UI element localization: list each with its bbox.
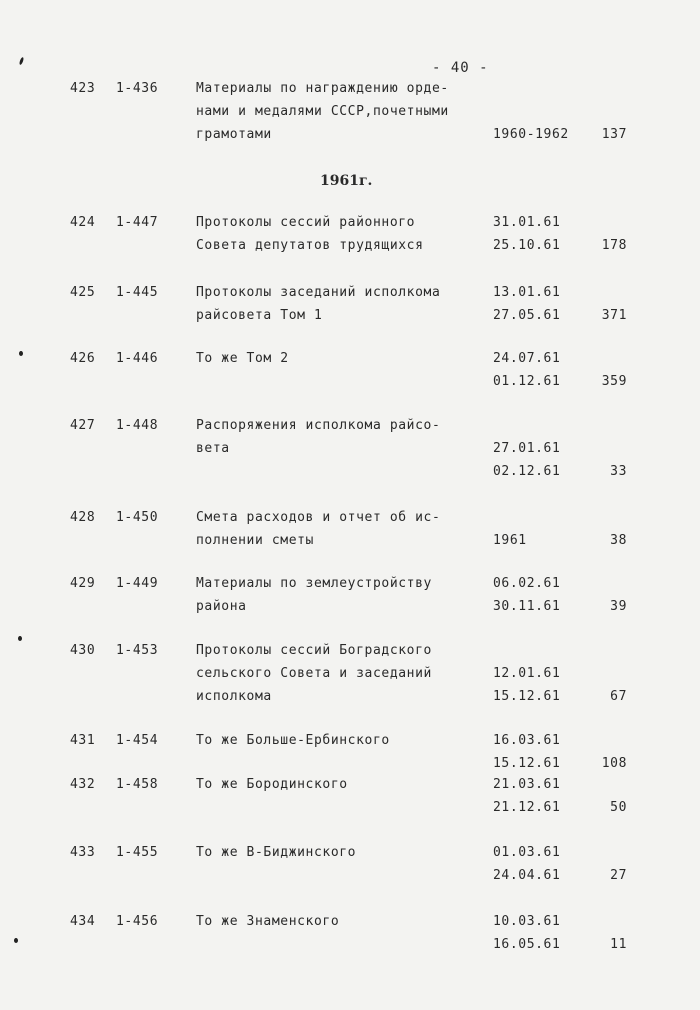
item-date: 27.05.61 bbox=[493, 308, 561, 323]
item-title-line: Протоколы сессий районного bbox=[196, 215, 416, 230]
page-count: 359 bbox=[601, 374, 627, 389]
item-title-line: Распоряжения исполкома райсо- bbox=[196, 418, 441, 433]
item-date: 06.02.61 bbox=[493, 576, 561, 591]
file-code: 1-458 bbox=[116, 777, 159, 792]
item-title-line: То же В-Биджинского bbox=[196, 845, 357, 860]
item-date: 1960-1962 bbox=[493, 127, 569, 142]
item-title-line: То же Том 2 bbox=[196, 351, 289, 366]
item-title-line: Совета депутатов трудящихся bbox=[196, 238, 424, 253]
page-count: 38 bbox=[610, 533, 627, 548]
item-date: 01.03.61 bbox=[493, 845, 561, 860]
page-count: 371 bbox=[601, 308, 627, 323]
item-date: 24.04.61 bbox=[493, 868, 561, 883]
file-code: 1-449 bbox=[116, 576, 159, 591]
item-title-line: Протоколы сессий Боградского bbox=[196, 643, 432, 658]
year-heading: 1961г. bbox=[320, 173, 373, 189]
item-date: 13.01.61 bbox=[493, 285, 561, 300]
page-count: 137 bbox=[601, 127, 627, 142]
page-count: 108 bbox=[601, 756, 627, 771]
item-date: 02.12.61 bbox=[493, 464, 561, 479]
item-date: 15.12.61 bbox=[493, 689, 561, 704]
file-code: 1-455 bbox=[116, 845, 159, 860]
item-number: 424 bbox=[70, 215, 96, 230]
page-count: 39 bbox=[610, 599, 627, 614]
item-title-line: района bbox=[196, 599, 247, 614]
margin-mark bbox=[19, 351, 23, 356]
margin-mark bbox=[14, 938, 18, 943]
file-code: 1-454 bbox=[116, 733, 159, 748]
item-date: 12.01.61 bbox=[493, 666, 561, 681]
item-title-line: Смета расходов и отчет об ис- bbox=[196, 510, 441, 525]
file-code: 1-436 bbox=[116, 81, 159, 96]
file-code: 1-456 bbox=[116, 914, 159, 929]
item-title-line: грамотами bbox=[196, 127, 272, 142]
item-number: 434 bbox=[70, 914, 96, 929]
item-number: 428 bbox=[70, 510, 96, 525]
item-date: 31.01.61 bbox=[493, 215, 561, 230]
item-date: 1961 bbox=[493, 533, 527, 548]
item-date: 30.11.61 bbox=[493, 599, 561, 614]
item-title-line: Материалы по награждению орде- bbox=[196, 81, 449, 96]
item-title-line: исполкома bbox=[196, 689, 272, 704]
file-code: 1-445 bbox=[116, 285, 159, 300]
page-number: - 40 - bbox=[432, 60, 489, 76]
item-title-line: То же Знаменского bbox=[196, 914, 340, 929]
margin-mark bbox=[18, 636, 22, 641]
item-date: 24.07.61 bbox=[493, 351, 561, 366]
item-date: 25.10.61 bbox=[493, 238, 561, 253]
page-count: 178 bbox=[601, 238, 627, 253]
item-title-line: полнении сметы bbox=[196, 533, 314, 548]
item-number: 427 bbox=[70, 418, 96, 433]
item-date: 15.12.61 bbox=[493, 756, 561, 771]
page-count: 67 bbox=[610, 689, 627, 704]
item-title-line: сельского Совета и заседаний bbox=[196, 666, 432, 681]
page-count: 27 bbox=[610, 868, 627, 883]
item-title-line: То же Бородинского bbox=[196, 777, 348, 792]
item-date: 16.05.61 bbox=[493, 937, 561, 952]
item-date: 10.03.61 bbox=[493, 914, 561, 929]
file-code: 1-453 bbox=[116, 643, 159, 658]
file-code: 1-450 bbox=[116, 510, 159, 525]
item-date: 21.03.61 bbox=[493, 777, 561, 792]
page-count: 33 bbox=[610, 464, 627, 479]
item-date: 27.01.61 bbox=[493, 441, 561, 456]
item-number: 423 bbox=[70, 81, 96, 96]
item-title-line: Протоколы заседаний исполкома bbox=[196, 285, 441, 300]
item-date: 16.03.61 bbox=[493, 733, 561, 748]
item-title-line: Материалы по землеустройству bbox=[196, 576, 432, 591]
item-number: 426 bbox=[70, 351, 96, 366]
item-title-line: райсовета Том 1 bbox=[196, 308, 323, 323]
item-number: 432 bbox=[70, 777, 96, 792]
item-date: 01.12.61 bbox=[493, 374, 561, 389]
file-code: 1-447 bbox=[116, 215, 159, 230]
item-number: 431 bbox=[70, 733, 96, 748]
page-count: 11 bbox=[610, 937, 627, 952]
file-code: 1-446 bbox=[116, 351, 159, 366]
item-title-line: То же Больше-Ербинского bbox=[196, 733, 390, 748]
page-count: 50 bbox=[610, 800, 627, 815]
file-code: 1-448 bbox=[116, 418, 159, 433]
item-number: 425 bbox=[70, 285, 96, 300]
item-date: 21.12.61 bbox=[493, 800, 561, 815]
item-title-line: нами и медалями СССР,почетными bbox=[196, 104, 449, 119]
item-title-line: вета bbox=[196, 441, 230, 456]
item-number: 430 bbox=[70, 643, 96, 658]
item-number: 433 bbox=[70, 845, 96, 860]
item-number: 429 bbox=[70, 576, 96, 591]
margin-mark bbox=[19, 57, 25, 66]
